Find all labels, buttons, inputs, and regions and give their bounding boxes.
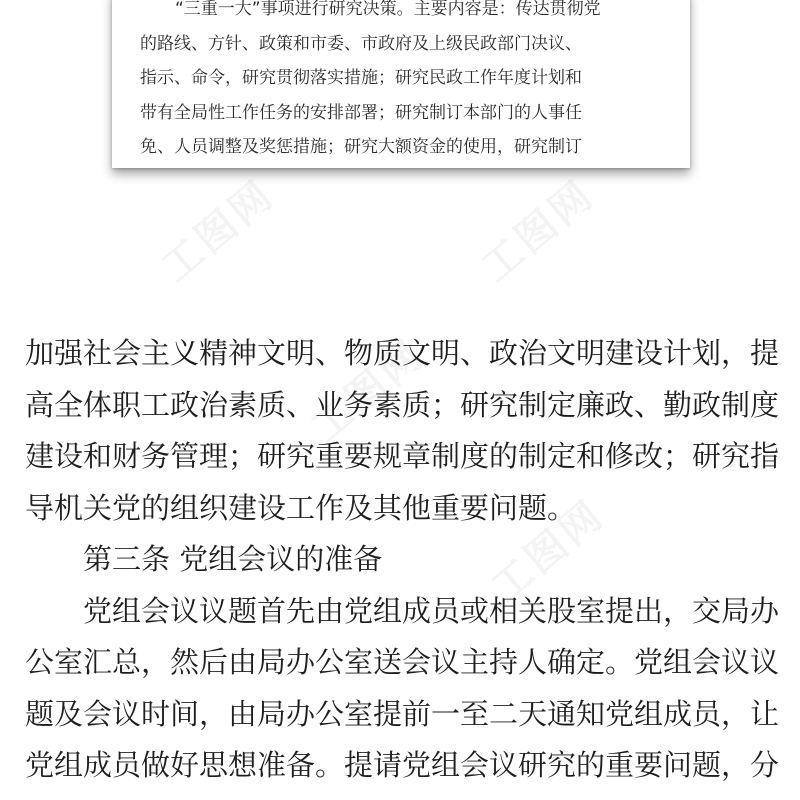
- preview-line: “三重一大”事项进行研究决策。主要内容是：传达贯彻党: [175, 0, 601, 19]
- preview-line: 免、人员调整及奖惩措施；研究大额资金的使用，研究制订: [140, 137, 582, 157]
- body-paragraph-line: 题及会议时间，由局办公室提前一至二天通知党组成员，让: [25, 696, 780, 731]
- body-paragraph-line: 加强社会主义精神文明、物质文明、政治文明建设计划，提: [25, 336, 780, 370]
- document-page-preview: [112, 0, 690, 168]
- body-paragraph-line: 党组成员做好思想准备。提请党组会议研究的重要问题，分: [25, 748, 780, 782]
- preview-text-block: [140, 0, 675, 165]
- body-paragraph-line: 导机关党的组织建设工作及其他重要问题。: [25, 490, 577, 525]
- watermark: 工图网: [152, 171, 284, 292]
- preview-line: 带有全局性工作任务的安排部署；研究制订本部门的人事任: [140, 102, 582, 123]
- watermark: 工图网: [482, 491, 614, 612]
- preview-line: 的路线、方针、政策和市委、市政府及上级民政部门决议、: [140, 33, 582, 54]
- watermark: 工图网: [302, 331, 434, 452]
- watermark: 工图网: [472, 171, 604, 292]
- body-paragraph-line: 公室汇总，然后由局办公室送会议主持人确定。党组会议议: [25, 645, 780, 679]
- document-body: [25, 328, 785, 792]
- body-paragraph-line: 建设和财务管理；研究重要规章制度的制定和修改；研究指: [25, 439, 780, 473]
- preview-line: 指示、命令，研究贯彻落实措施；研究民政工作年度计划和: [140, 68, 582, 88]
- section-heading: 第三条 党组会议的准备: [83, 542, 383, 576]
- body-paragraph-line: 党组会议议题首先由党组成员或相关股室提出，交局办: [83, 593, 780, 628]
- body-paragraph-line: 高全体职工政治素质、业务素质；研究制定廉政、勤政制度: [25, 387, 780, 422]
